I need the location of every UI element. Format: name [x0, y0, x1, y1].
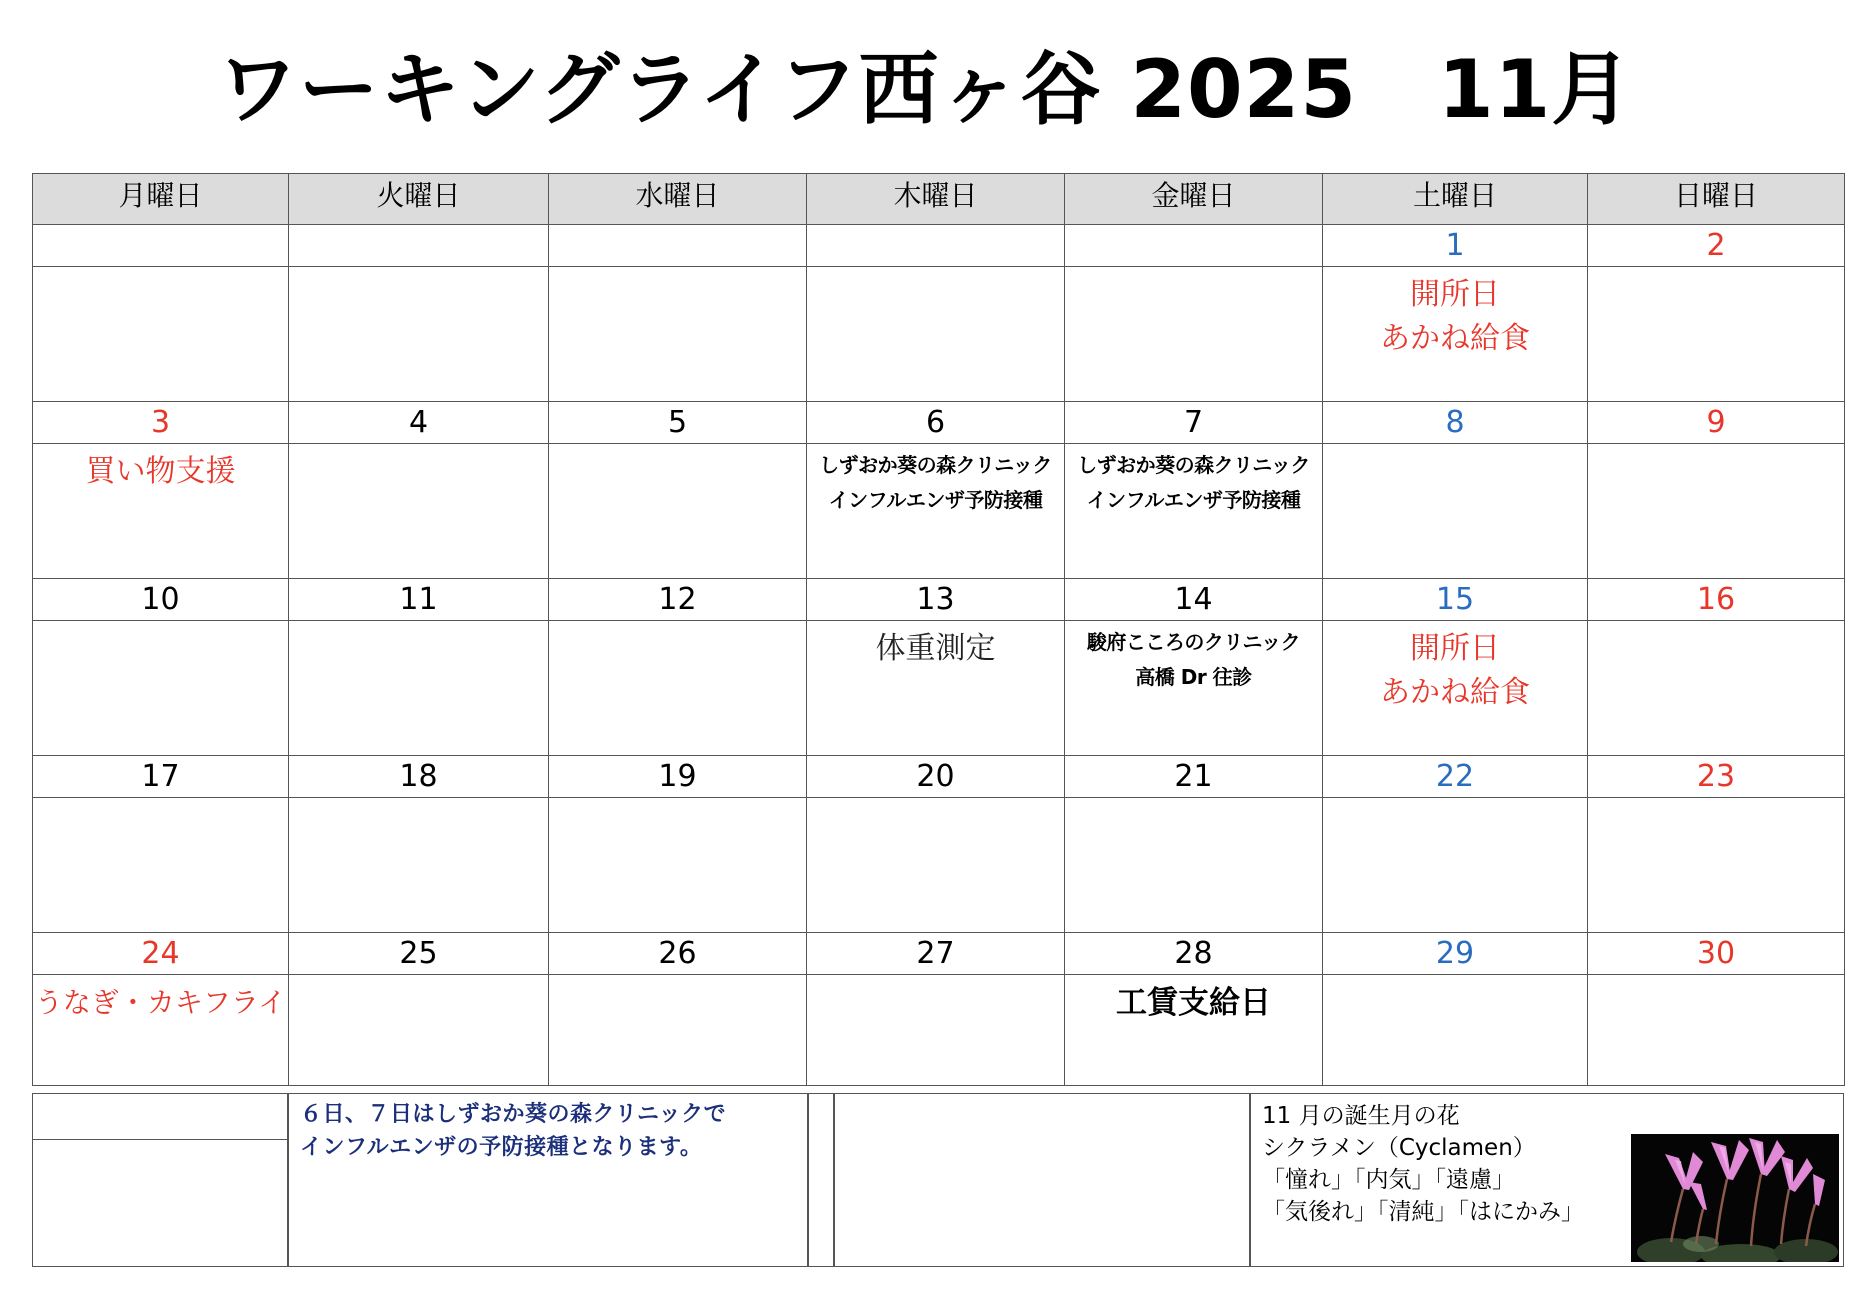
weekday-header-row	[33, 174, 1845, 225]
weekday-sat: 土曜日	[1323, 174, 1588, 225]
event-cell	[1323, 798, 1588, 933]
event-cell	[1065, 267, 1323, 402]
event-cell	[549, 621, 807, 756]
event-cell	[549, 798, 807, 933]
date-cell	[807, 225, 1065, 267]
event-cell	[807, 798, 1065, 933]
event-cell	[549, 975, 807, 1086]
event-cell	[1065, 444, 1323, 579]
event-cell	[807, 267, 1065, 402]
event-cell	[289, 621, 549, 756]
event-cell	[289, 444, 549, 579]
date-cell-sunday: 9	[1588, 402, 1845, 444]
date-cell-sunday: 30	[1588, 933, 1845, 975]
event-cell	[289, 798, 549, 933]
week-2-dates	[33, 402, 1845, 444]
week-1-dates	[33, 225, 1845, 267]
date-cell: 19	[549, 756, 807, 798]
event-cell	[33, 444, 289, 579]
date-cell: 18	[289, 756, 549, 798]
event-cell	[807, 621, 1065, 756]
date-cell-saturday: 29	[1323, 933, 1588, 975]
event-cell	[807, 975, 1065, 1086]
date-cell-sunday: 2	[1588, 225, 1845, 267]
weekday-sun: 日曜日	[1588, 174, 1845, 225]
event-text: 工賃支給日	[1116, 985, 1271, 1021]
event-cell	[807, 444, 1065, 579]
date-cell: 7	[1065, 402, 1323, 444]
date-cell: 12	[549, 579, 807, 621]
date-cell: 26	[549, 933, 807, 975]
date-cell-holiday: 3	[33, 402, 289, 444]
event-cell	[1065, 621, 1323, 756]
week-5-dates	[33, 933, 1845, 975]
date-cell	[1065, 225, 1323, 267]
event-cell	[33, 975, 289, 1086]
date-cell: 13	[807, 579, 1065, 621]
date-cell: 5	[549, 402, 807, 444]
event-text: 買い物支援	[85, 454, 236, 489]
date-cell: 4	[289, 402, 549, 444]
event-cell	[33, 621, 289, 756]
event-cell	[549, 267, 807, 402]
date-cell: 11	[289, 579, 549, 621]
footer-empty-cell	[807, 1093, 835, 1267]
date-cell-saturday: 15	[1323, 579, 1588, 621]
event-cell	[1323, 621, 1588, 756]
event-text: うなぎ・カキフライ	[34, 986, 287, 1019]
date-cell: 25	[289, 933, 549, 975]
week-3-events	[33, 621, 1845, 756]
footer-empty-cell	[32, 1139, 289, 1267]
event-cell	[1323, 444, 1588, 579]
event-text: 体重測定	[875, 631, 996, 666]
event-text: しずおか葵の森クリニック インフルエンザ予防接種	[1077, 453, 1310, 512]
date-cell: 21	[1065, 756, 1323, 798]
date-cell: 10	[33, 579, 289, 621]
weekday-fri: 金曜日	[1065, 174, 1323, 225]
date-cell: 6	[807, 402, 1065, 444]
date-cell: 17	[33, 756, 289, 798]
week-3-dates	[33, 579, 1845, 621]
flower-meaning-2: 「気後れ」「清純」「はにかみ」	[1262, 1199, 1584, 1225]
flower-name: シクラメン（Cyclamen）	[1262, 1135, 1536, 1161]
week-4-events	[33, 798, 1845, 933]
event-cell	[1588, 798, 1845, 933]
event-text: 開所日 あかね給食	[1380, 277, 1530, 356]
event-cell	[1065, 975, 1323, 1086]
event-cell	[549, 444, 807, 579]
cyclamen-photo	[1631, 1134, 1839, 1262]
note-text: ６日、７日はしずおか葵の森クリニックで インフルエンザの予防接種となります。	[300, 1102, 727, 1160]
event-cell	[1588, 267, 1845, 402]
calendar-grid	[32, 173, 1845, 1086]
event-cell	[1588, 444, 1845, 579]
page-title: ワーキングライフ西ヶ谷 2025 11月	[217, 43, 1633, 136]
date-cell	[289, 225, 549, 267]
event-cell	[33, 267, 289, 402]
birth-flower-box	[1249, 1093, 1844, 1267]
weekday-mon: 月曜日	[33, 174, 289, 225]
event-cell	[289, 267, 549, 402]
flower-heading: 11 月の誕生月の花	[1262, 1103, 1460, 1129]
date-cell: 20	[807, 756, 1065, 798]
date-cell-saturday: 22	[1323, 756, 1588, 798]
event-cell	[33, 798, 289, 933]
event-cell	[1323, 975, 1588, 1086]
date-cell: 27	[807, 933, 1065, 975]
date-cell	[33, 225, 289, 267]
note-box	[287, 1093, 809, 1267]
footer-empty-cell	[833, 1093, 1251, 1267]
date-cell-sunday: 16	[1588, 579, 1845, 621]
cyclamen-image-icon	[1631, 1134, 1839, 1262]
date-cell-sunday: 23	[1588, 756, 1845, 798]
week-2-events	[33, 444, 1845, 579]
date-cell-holiday: 24	[33, 933, 289, 975]
date-cell: 28	[1065, 933, 1323, 975]
week-5-events	[33, 975, 1845, 1086]
date-cell: 14	[1065, 579, 1323, 621]
date-cell	[549, 225, 807, 267]
event-cell	[289, 975, 549, 1086]
event-text: 開所日 あかね給食	[1380, 631, 1530, 710]
date-cell-saturday: 1	[1323, 225, 1588, 267]
week-4-dates	[33, 756, 1845, 798]
week-1-events	[33, 267, 1845, 402]
date-cell-saturday: 8	[1323, 402, 1588, 444]
weekday-thu: 木曜日	[807, 174, 1065, 225]
event-text: しずおか葵の森クリニック インフルエンザ予防接種	[819, 453, 1052, 512]
footer-area	[32, 1093, 1844, 1267]
event-cell	[1588, 975, 1845, 1086]
weekday-tue: 火曜日	[289, 174, 549, 225]
event-text: 駿府こころのクリニック 高橋 Dr 往診	[1086, 630, 1301, 689]
event-cell	[1588, 621, 1845, 756]
weekday-wed: 水曜日	[549, 174, 807, 225]
flower-meaning-1: 「憧れ」「内気」「遠慮」	[1262, 1167, 1515, 1193]
event-cell	[1065, 798, 1323, 933]
event-cell	[1323, 267, 1588, 402]
